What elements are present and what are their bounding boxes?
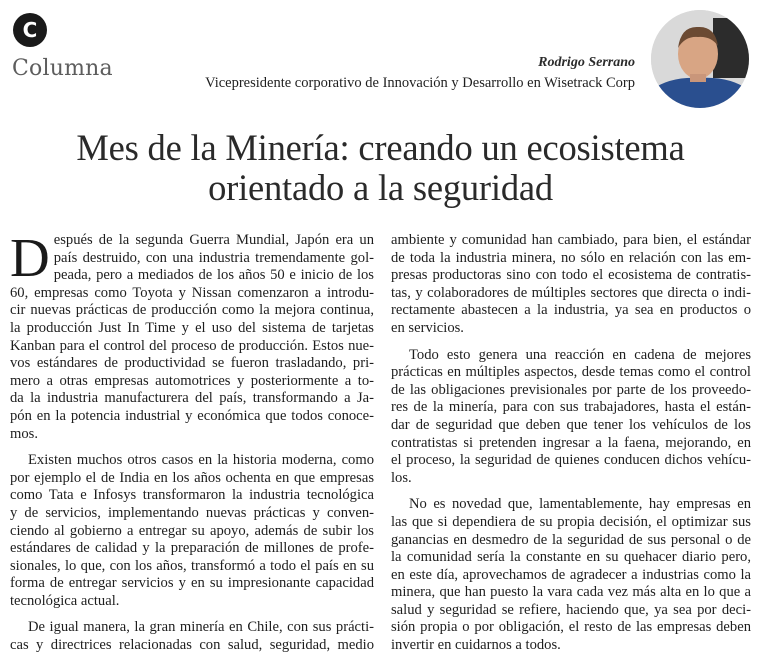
text-line: res de la minería, para con sus trabajadores, hasta el están- — [391, 399, 751, 416]
text-line: salud y seguridad se refiere, haciendo que, ya sea por deci- — [391, 601, 751, 618]
text-line: mero a otras empresas automotrices y posteriormente a to- — [10, 372, 374, 389]
text-line: país destruido, con una industria tremendamente gol- — [53, 249, 374, 266]
text-line: presas productoras sino con todo el ecosistema de contratis- — [391, 267, 751, 284]
text-line: las que si dependiera de su propia decisión, el optimizar sus — [391, 513, 751, 530]
text-line: minera, que han puesto la vara cada vez más alta en lo que a — [391, 584, 751, 601]
text-line: dar de seguridad que deben que tener los vehículos de los — [391, 416, 751, 433]
text-line: forma de entregar servicios y en su impresionante capacidad — [10, 575, 374, 592]
left-column — [10, 227, 374, 664]
text-line: cas y directrices relacionadas con salud, seguridad, medio — [10, 637, 374, 654]
text-line: de toda la industria minera, no sólo en relación con las em- — [391, 249, 751, 266]
paragraph — [391, 232, 751, 338]
paragraph — [391, 496, 751, 654]
paragraph — [10, 619, 374, 654]
text-line: la comunidad sería la constante en su quehacer diario pero, — [391, 549, 751, 566]
text-line: pón en la potencia industrial y económica que todos conoce- — [10, 407, 374, 424]
text-line: como Tata e Infosys transformaron la industria tecnológica — [10, 487, 374, 504]
text-line: ganancias en desmedro de la seguridad de sus personal o de — [391, 531, 751, 548]
text-line: y de servicios, implementando nuevas prácticas y conven- — [10, 504, 374, 521]
text-line: cir nuevas prácticas de producción como la mejora continua, — [10, 302, 374, 319]
text-line: Todo esto genera una reacción en cadena de mejores — [409, 346, 751, 363]
paragraph — [391, 347, 751, 488]
text-line: No es novedad que, lamentablemente, hay empresas en — [409, 496, 751, 513]
text-line: de las obligaciones previsionales por parte de los proveedo- — [391, 381, 751, 398]
text-line: tecnológica actual. — [10, 592, 120, 609]
text-line: el proceso, la seguridad de quienes conducen dichos vehícu- — [391, 452, 751, 469]
section-label: Columna — [12, 56, 113, 81]
paragraph — [10, 452, 374, 610]
right-column — [391, 232, 751, 664]
text-line: por ejemplo el de India en los años ochenta en que empresas — [10, 469, 374, 486]
text-line: estándares de calidad y la preparación de millones de profe- — [10, 540, 374, 557]
headline-line: Mes de la Minería: creando un ecosistema — [76, 127, 685, 168]
text-line: Existen muchos otros casos en la historia moderna, como — [28, 452, 374, 469]
headline — [0, 128, 761, 208]
text-line: espués de la segunda Guerra Mundial, Japón era un — [53, 232, 374, 248]
text-line: peada, pero a mediados de los años 50 e inicio de los — [53, 267, 374, 284]
column-badge-icon: C — [13, 13, 47, 47]
text-line: prácticas en múltiples aspectos, desde temas como el control — [391, 364, 751, 381]
text-line: rectamente abastecen a la industria, ya sea en productos o — [391, 302, 751, 319]
text-line: mos. — [10, 425, 38, 442]
text-line: sión propia o por obligación, el resto de las empresas deben — [391, 619, 751, 636]
text-line: ambiente y comunidad han cambiado, para bien, el estándar — [391, 232, 751, 248]
headline-line: orientado a la seguridad — [208, 167, 553, 208]
text-line: sionales, lo que, con los años, transformó a todo el país en su — [10, 557, 374, 574]
author-role: Vicepresidente corporativo de Innovación y Desarrollo en Wisetrack Corp — [205, 75, 635, 91]
author-photo-icon — [651, 10, 749, 108]
text-line: invertir en cuidarnos a todos. — [391, 637, 561, 654]
text-line: en este día, aprovechamos de agradecer a industrias como la — [391, 566, 751, 583]
text-line: vos estándares de productividad se fueron trasladando, pri- — [10, 355, 374, 372]
text-line: contratistas si pretenden ingresar a la faena, mejorando, en — [391, 434, 751, 451]
paragraph — [10, 227, 374, 443]
text-line: la producción Just In Time y el uso del sistema de tarjetas — [10, 319, 374, 336]
text-line: en servicios. — [391, 319, 464, 336]
author-name: Rodrigo Serrano — [538, 55, 635, 70]
text-line: tas, y colaboradores de múltiples sectores que directa o indi- — [391, 284, 751, 301]
drop-cap: D — [10, 227, 50, 288]
text-line: da la industria manufacturera del país, transformando a Ja- — [10, 390, 374, 407]
text-line: los. — [391, 469, 412, 486]
text-line: De igual manera, la gran minería en Chile, con sus prácti- — [28, 619, 374, 636]
text-line: 60, empresas como Toyota y Nissan comenzaron a introdu- — [10, 284, 374, 301]
avatar — [651, 10, 749, 108]
text-line: Kanban para el control del proceso de producción. Estos nue- — [10, 337, 374, 354]
text-line: ciendo al gobierno a entregar su apoyo, además de subir los — [10, 522, 374, 539]
